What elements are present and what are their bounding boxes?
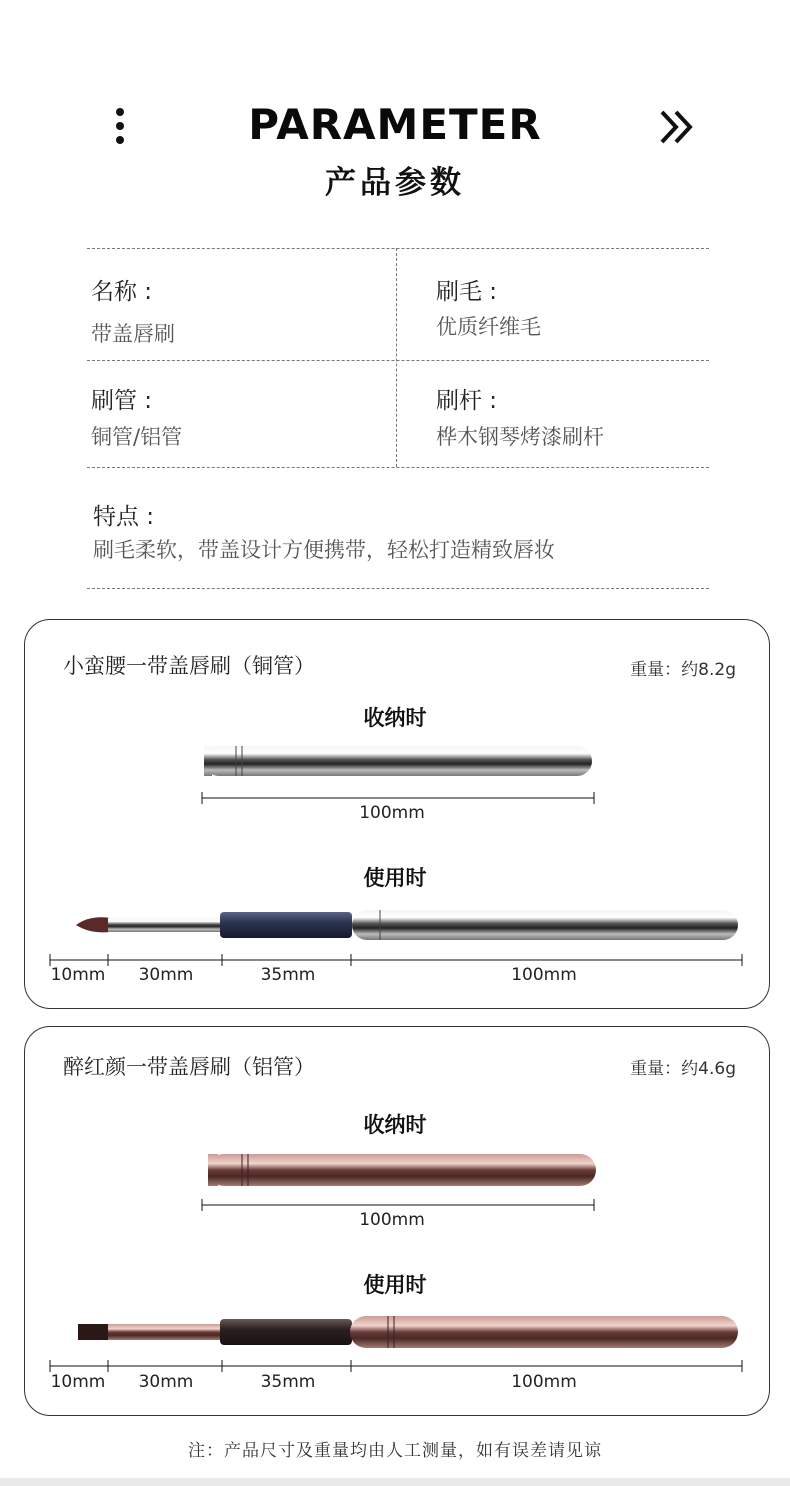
stored-label: 收纳时 — [363, 706, 427, 730]
product-weight: 重量：约4.6g — [630, 1059, 736, 1079]
param-feature-label: 特点 : — [93, 504, 155, 530]
in-use-label: 使用时 — [363, 866, 427, 890]
measurement-note: 注：产品尺寸及重量均由人工测量，如有误差请见谅 — [188, 1441, 602, 1461]
product-weight: 重量：约8.2g — [630, 660, 736, 680]
page-title-en: PARAMETER — [248, 100, 542, 149]
bottom-bar — [0, 1478, 790, 1486]
segment-length-label: 10mm — [50, 965, 106, 985]
stored-label: 收纳时 — [363, 1113, 427, 1137]
in-use-brush — [76, 910, 738, 940]
segment-length-label: 100mm — [511, 1372, 577, 1392]
param-bristle-label: 刷毛 : — [436, 279, 498, 305]
param-tube-value: 铜管/铝管 — [91, 425, 183, 449]
page-title-cn: 产品参数 — [325, 165, 465, 201]
param-name-label: 名称 : — [91, 279, 153, 305]
param-handle-value: 桦木钢琴烤漆刷杆 — [436, 425, 604, 449]
stored-length-label: 100mm — [359, 1210, 425, 1230]
segment-length-label: 35mm — [260, 1372, 316, 1392]
stored-length-label: 100mm — [359, 803, 425, 823]
segment-length-label: 35mm — [260, 965, 316, 985]
segment-length-label: 100mm — [511, 965, 577, 985]
segment-length-label: 30mm — [138, 965, 194, 985]
stored-tube — [204, 746, 592, 776]
segment-length-label: 10mm — [50, 1372, 106, 1392]
param-tube-label: 刷管 : — [91, 388, 153, 414]
param-handle-label: 刷杆 : — [436, 388, 498, 414]
product-title: 小蛮腰一带盖唇刷（铜管） — [63, 654, 315, 678]
param-name-value: 带盖唇刷 — [91, 322, 175, 346]
product-title: 醉红颜一带盖唇刷（铝管） — [63, 1055, 315, 1079]
segment-length-label: 30mm — [138, 1372, 194, 1392]
param-bristle-value: 优质纤维毛 — [436, 315, 541, 339]
param-feature-value: 刷毛柔软，带盖设计方便携带，轻松打造精致唇妆 — [93, 538, 555, 562]
in-use-label: 使用时 — [363, 1273, 427, 1297]
